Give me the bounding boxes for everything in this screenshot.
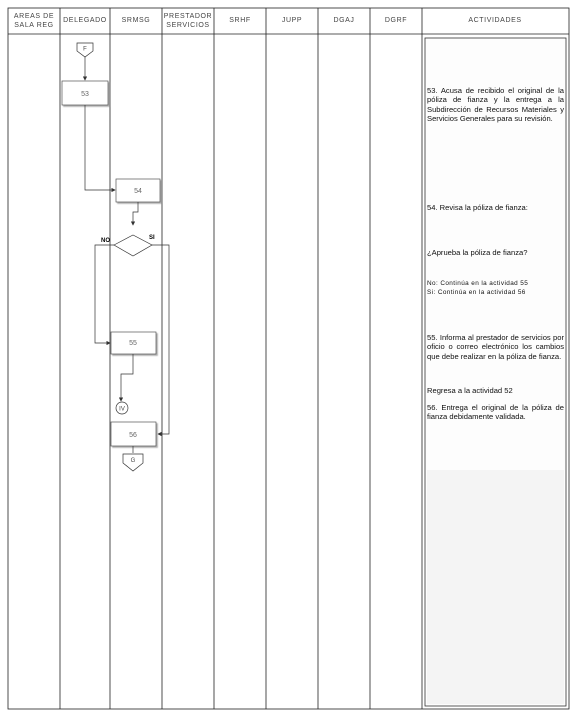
flow-no-to-55 <box>95 245 114 343</box>
option-si-text: Si: Continúa en la actividad 56 <box>427 289 526 296</box>
header-srmsg: SRMSG <box>121 17 151 24</box>
decision-question-text: ¿Aprueba la póliza de fianza? <box>427 248 528 257</box>
return-to-52-text: Regresa a la actividad 52 <box>427 386 513 395</box>
end-connector <box>123 454 143 471</box>
header-areas-line1: AREAS DE <box>13 13 55 20</box>
activity-54-text: 54. Revisa la póliza de fianza: <box>427 203 528 212</box>
end-connector-label: G <box>130 458 136 464</box>
flow-54-to-decision <box>133 202 138 225</box>
activity-55-text: 55. Informa al prestador de servicios por oficio o correo electrónico los cambios que debe realizar en la póliza de fianza. <box>427 333 564 361</box>
activity-box-54 <box>116 179 160 202</box>
header-srhf: SRHF <box>229 17 251 24</box>
activity-56-text: 56. Entrega el original de la póliza de fianza debidamente validada. <box>427 403 564 422</box>
start-connector <box>77 43 93 57</box>
lane-dividers <box>60 8 422 709</box>
start-connector-label: F <box>83 46 87 53</box>
activity-53-text: 53. Acusa de recibido el original de la póliza de fianza y la entrega a la Subdirección de Recursos Materiales y Servicios Generales para su revisión. <box>427 86 564 124</box>
activity-box-55 <box>111 332 156 354</box>
header-actividades: ACTIVIDADES <box>468 17 522 24</box>
header-delegado: DELEGADO <box>63 17 107 24</box>
box-54-label: 54 <box>134 188 142 195</box>
column-headers <box>14 13 522 29</box>
header-prestador-line2: SERVICIOS <box>166 22 210 29</box>
header-jupp: JUPP <box>281 17 303 24</box>
flow-53-to-54 <box>85 105 115 190</box>
connector-iv-label: IV <box>119 406 125 413</box>
activity-box-53 <box>62 81 108 105</box>
header-dgrf: DGRF <box>384 17 408 24</box>
header-dgaj: DGAJ <box>333 17 355 24</box>
decision-diamond <box>114 235 152 256</box>
activities-panel-shade <box>427 470 564 704</box>
flow-55-to-iv <box>121 354 133 401</box>
box-53-label: 53 <box>81 91 89 98</box>
activity-box-56 <box>111 422 156 446</box>
box-55-label: 55 <box>129 340 137 347</box>
header-areas-line2: SALA REG <box>14 22 54 29</box>
decision-si-label: SI <box>149 235 155 241</box>
box-56-label: 56 <box>129 432 137 439</box>
connector-iv <box>116 402 128 414</box>
option-no-text: No: Continúa en la actividad 55 <box>427 280 529 287</box>
decision-no-label: NO <box>101 238 110 244</box>
header-prestador-line1: PRESTADOR <box>163 13 213 20</box>
